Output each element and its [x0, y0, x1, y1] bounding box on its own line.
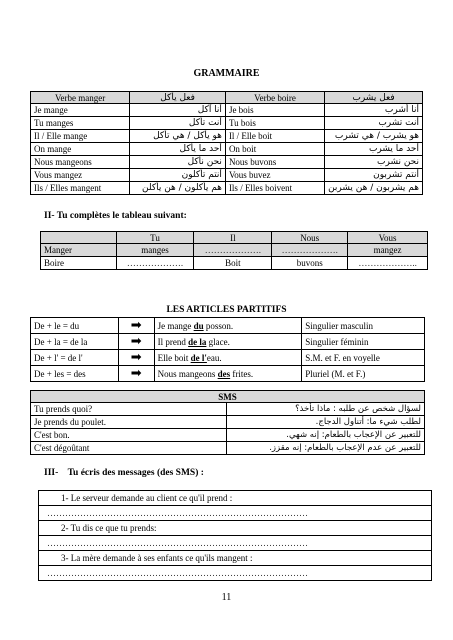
page-number: 11: [221, 592, 232, 603]
example-text: glace.: [206, 336, 230, 347]
sms-title: SMS: [31, 391, 425, 403]
sms-ar: للتعبير عن الإعجاب بالطعام: إنه شهي.: [227, 429, 425, 442]
conjugation-header-row: [31, 92, 423, 104]
exercise2-heading: II- Tu complètes le tableau suivant:: [44, 211, 187, 221]
header-boire-ar: فعل يشرب: [325, 92, 423, 104]
answer-cell[interactable]: ……………….: [194, 244, 272, 257]
manger-fr: Je mange: [31, 104, 130, 117]
right-arrow-icon: ➡: [118, 318, 154, 334]
manger-ar: أحد ما يأكل: [130, 143, 226, 156]
manger-fr: On mange: [31, 143, 130, 156]
manger-ar: أنتم تأكلون: [130, 169, 226, 182]
sms-fr: C'est dégoûtant: [31, 442, 227, 455]
sms-ar: لطلب شيء ما: أتناول الدجاج.: [227, 416, 425, 429]
completion-row-boire: [41, 257, 428, 270]
header-manger-fr: Verbe manger: [31, 92, 130, 104]
partitif-rule: De + la = de la: [31, 334, 119, 350]
verb-label: Manger: [41, 244, 117, 257]
right-arrow-icon: ➡: [118, 366, 154, 382]
example-text: frites.: [230, 368, 254, 379]
sms-table: [30, 390, 425, 455]
boire-fr: Nous buvons: [225, 156, 324, 169]
answer-cell[interactable]: ……………….: [116, 257, 194, 270]
partitif-example: [154, 334, 302, 350]
partitif-rule: De + l' = de l': [31, 350, 119, 366]
exercise3-heading: III- Tu écris des messages (des SMS) :: [44, 468, 204, 478]
header-tu: Tu: [116, 232, 194, 244]
manger-ar: هم يأكلون / هن يأكلن: [130, 182, 226, 195]
sms-ar: لسؤال شخص عن طلبه : ماذا تأخذ؟: [227, 403, 425, 416]
sms-row: [31, 429, 425, 442]
answer-cell[interactable]: ………………..: [348, 257, 428, 270]
conjugation-row: [31, 182, 423, 195]
message-question: 1- Le serveur demande au client ce qu'il prend :: [39, 491, 431, 506]
header-empty: [41, 232, 117, 244]
sms-fr: Je prends du poulet.: [31, 416, 227, 429]
message-answer-line[interactable]: ……………………………………………………………………………: [39, 506, 431, 521]
answer-cell[interactable]: manges: [116, 244, 194, 257]
completion-header-row: [41, 232, 428, 244]
boire-fr: Il / Elle boit: [225, 130, 324, 143]
partitif-desc: S.M. et F. en voyelle: [302, 350, 425, 366]
verb-label: Boire: [41, 257, 117, 270]
article-word: de la: [188, 336, 207, 347]
boire-ar: أحد ما يشرب: [325, 143, 423, 156]
manger-ar: هو يأكل / هي تأكل: [130, 130, 226, 143]
partitif-desc: Singulier masculin: [302, 318, 425, 334]
boire-ar: أنتم تشربون: [325, 169, 423, 182]
boire-fr: Vous buvez: [225, 169, 324, 182]
sms-fr: Tu prends quoi?: [31, 403, 227, 416]
completion-table: [40, 231, 428, 270]
message-answer-line[interactable]: ……………………………………………………………………………: [47, 568, 308, 578]
partitif-example: [154, 350, 302, 366]
conjugation-row: [31, 169, 423, 182]
conjugation-row: [31, 143, 423, 156]
article-word: des: [217, 368, 231, 379]
header-boire-fr: Verbe boire: [225, 92, 324, 104]
manger-fr: Ils / Elles mangent: [31, 182, 130, 195]
manger-ar: أنت تأكل: [130, 117, 226, 130]
manger-fr: Nous mangeons: [31, 156, 130, 169]
answer-cell[interactable]: Boit: [194, 257, 272, 270]
conjugation-row: [31, 130, 423, 143]
boire-fr: Tu bois: [225, 117, 324, 130]
partitif-row: [31, 350, 425, 366]
conjugation-row: [31, 117, 423, 130]
manger-fr: Il / Elle mange: [31, 130, 130, 143]
manger-ar: نحن نأكل: [130, 156, 226, 169]
partitif-example: [154, 366, 302, 382]
sms-row: [31, 416, 425, 429]
article-word: du: [193, 320, 204, 331]
partitif-desc: Pluriel (M. et F.): [302, 366, 425, 382]
partitif-row: [31, 318, 425, 334]
partitif-rule: De + les = des: [31, 366, 119, 382]
right-arrow-icon: ➡: [118, 334, 154, 350]
header-il: Il: [194, 232, 272, 244]
header-nous: Nous: [272, 232, 348, 244]
partitif-desc: Singulier féminin: [302, 334, 425, 350]
right-arrow-icon: ➡: [118, 350, 154, 366]
answer-cell[interactable]: ……………….: [272, 244, 348, 257]
manger-ar: أنا آكل: [130, 104, 226, 117]
completion-row-manger: [41, 244, 428, 257]
boire-ar: هم يشربون / هن يشربن: [325, 182, 423, 195]
message-answer-line[interactable]: ……………………………………………………………………………: [39, 536, 431, 551]
boire-fr: Je bois: [225, 104, 324, 117]
boire-fr: On boit: [225, 143, 324, 156]
example-text: Nous mangeons: [157, 368, 218, 379]
manger-fr: Vous mangez: [31, 169, 130, 182]
answer-cell[interactable]: mangez: [348, 244, 428, 257]
messages-box: [38, 490, 432, 581]
example-text: Elle boit: [157, 352, 191, 363]
sms-header-row: [31, 391, 425, 403]
boire-ar: نحن نشرب: [325, 156, 423, 169]
sms-ar: للتعبير عن عدم الإعجاب بالطعام: إنه مقزز.: [227, 442, 425, 455]
boire-ar: أنا أشرب: [325, 104, 423, 117]
message-question: 3- La mère demande à ses enfants ce qu'ils mangent :: [39, 551, 431, 566]
article-word: de l': [190, 352, 207, 363]
partitif-row: [31, 366, 425, 382]
partitifs-title: LES ARTICLES PARTITIFS: [166, 305, 287, 315]
boire-fr: Ils / Elles boivent: [225, 182, 324, 195]
boire-ar: أنت تشرب: [325, 117, 423, 130]
conjugation-row: [31, 156, 423, 169]
partitifs-table: [30, 317, 425, 382]
header-manger-ar: فعل يأكل: [130, 92, 226, 104]
grammaire-title: GRAMMAIRE: [193, 68, 260, 79]
sms-fr: C'est bon.: [31, 429, 227, 442]
conjugation-row: [31, 104, 423, 117]
manger-fr: Tu manges: [31, 117, 130, 130]
example-text: eau.: [206, 352, 222, 363]
example-text: Il prend: [157, 336, 189, 347]
header-vous: Vous: [348, 232, 428, 244]
boire-ar: هو يشرب / هي تشرب: [325, 130, 423, 143]
example-text: Je mange: [157, 320, 194, 331]
example-text: posson.: [203, 320, 234, 331]
sms-row: [31, 403, 425, 416]
answer-cell[interactable]: buvons: [272, 257, 348, 270]
message-question: 2- Tu dis ce que tu prends:: [39, 521, 431, 536]
partitif-example: [154, 318, 302, 334]
conjugation-table: [30, 91, 423, 195]
partitif-row: [31, 334, 425, 350]
partitif-rule: De + le = du: [31, 318, 119, 334]
sms-row: [31, 442, 425, 455]
